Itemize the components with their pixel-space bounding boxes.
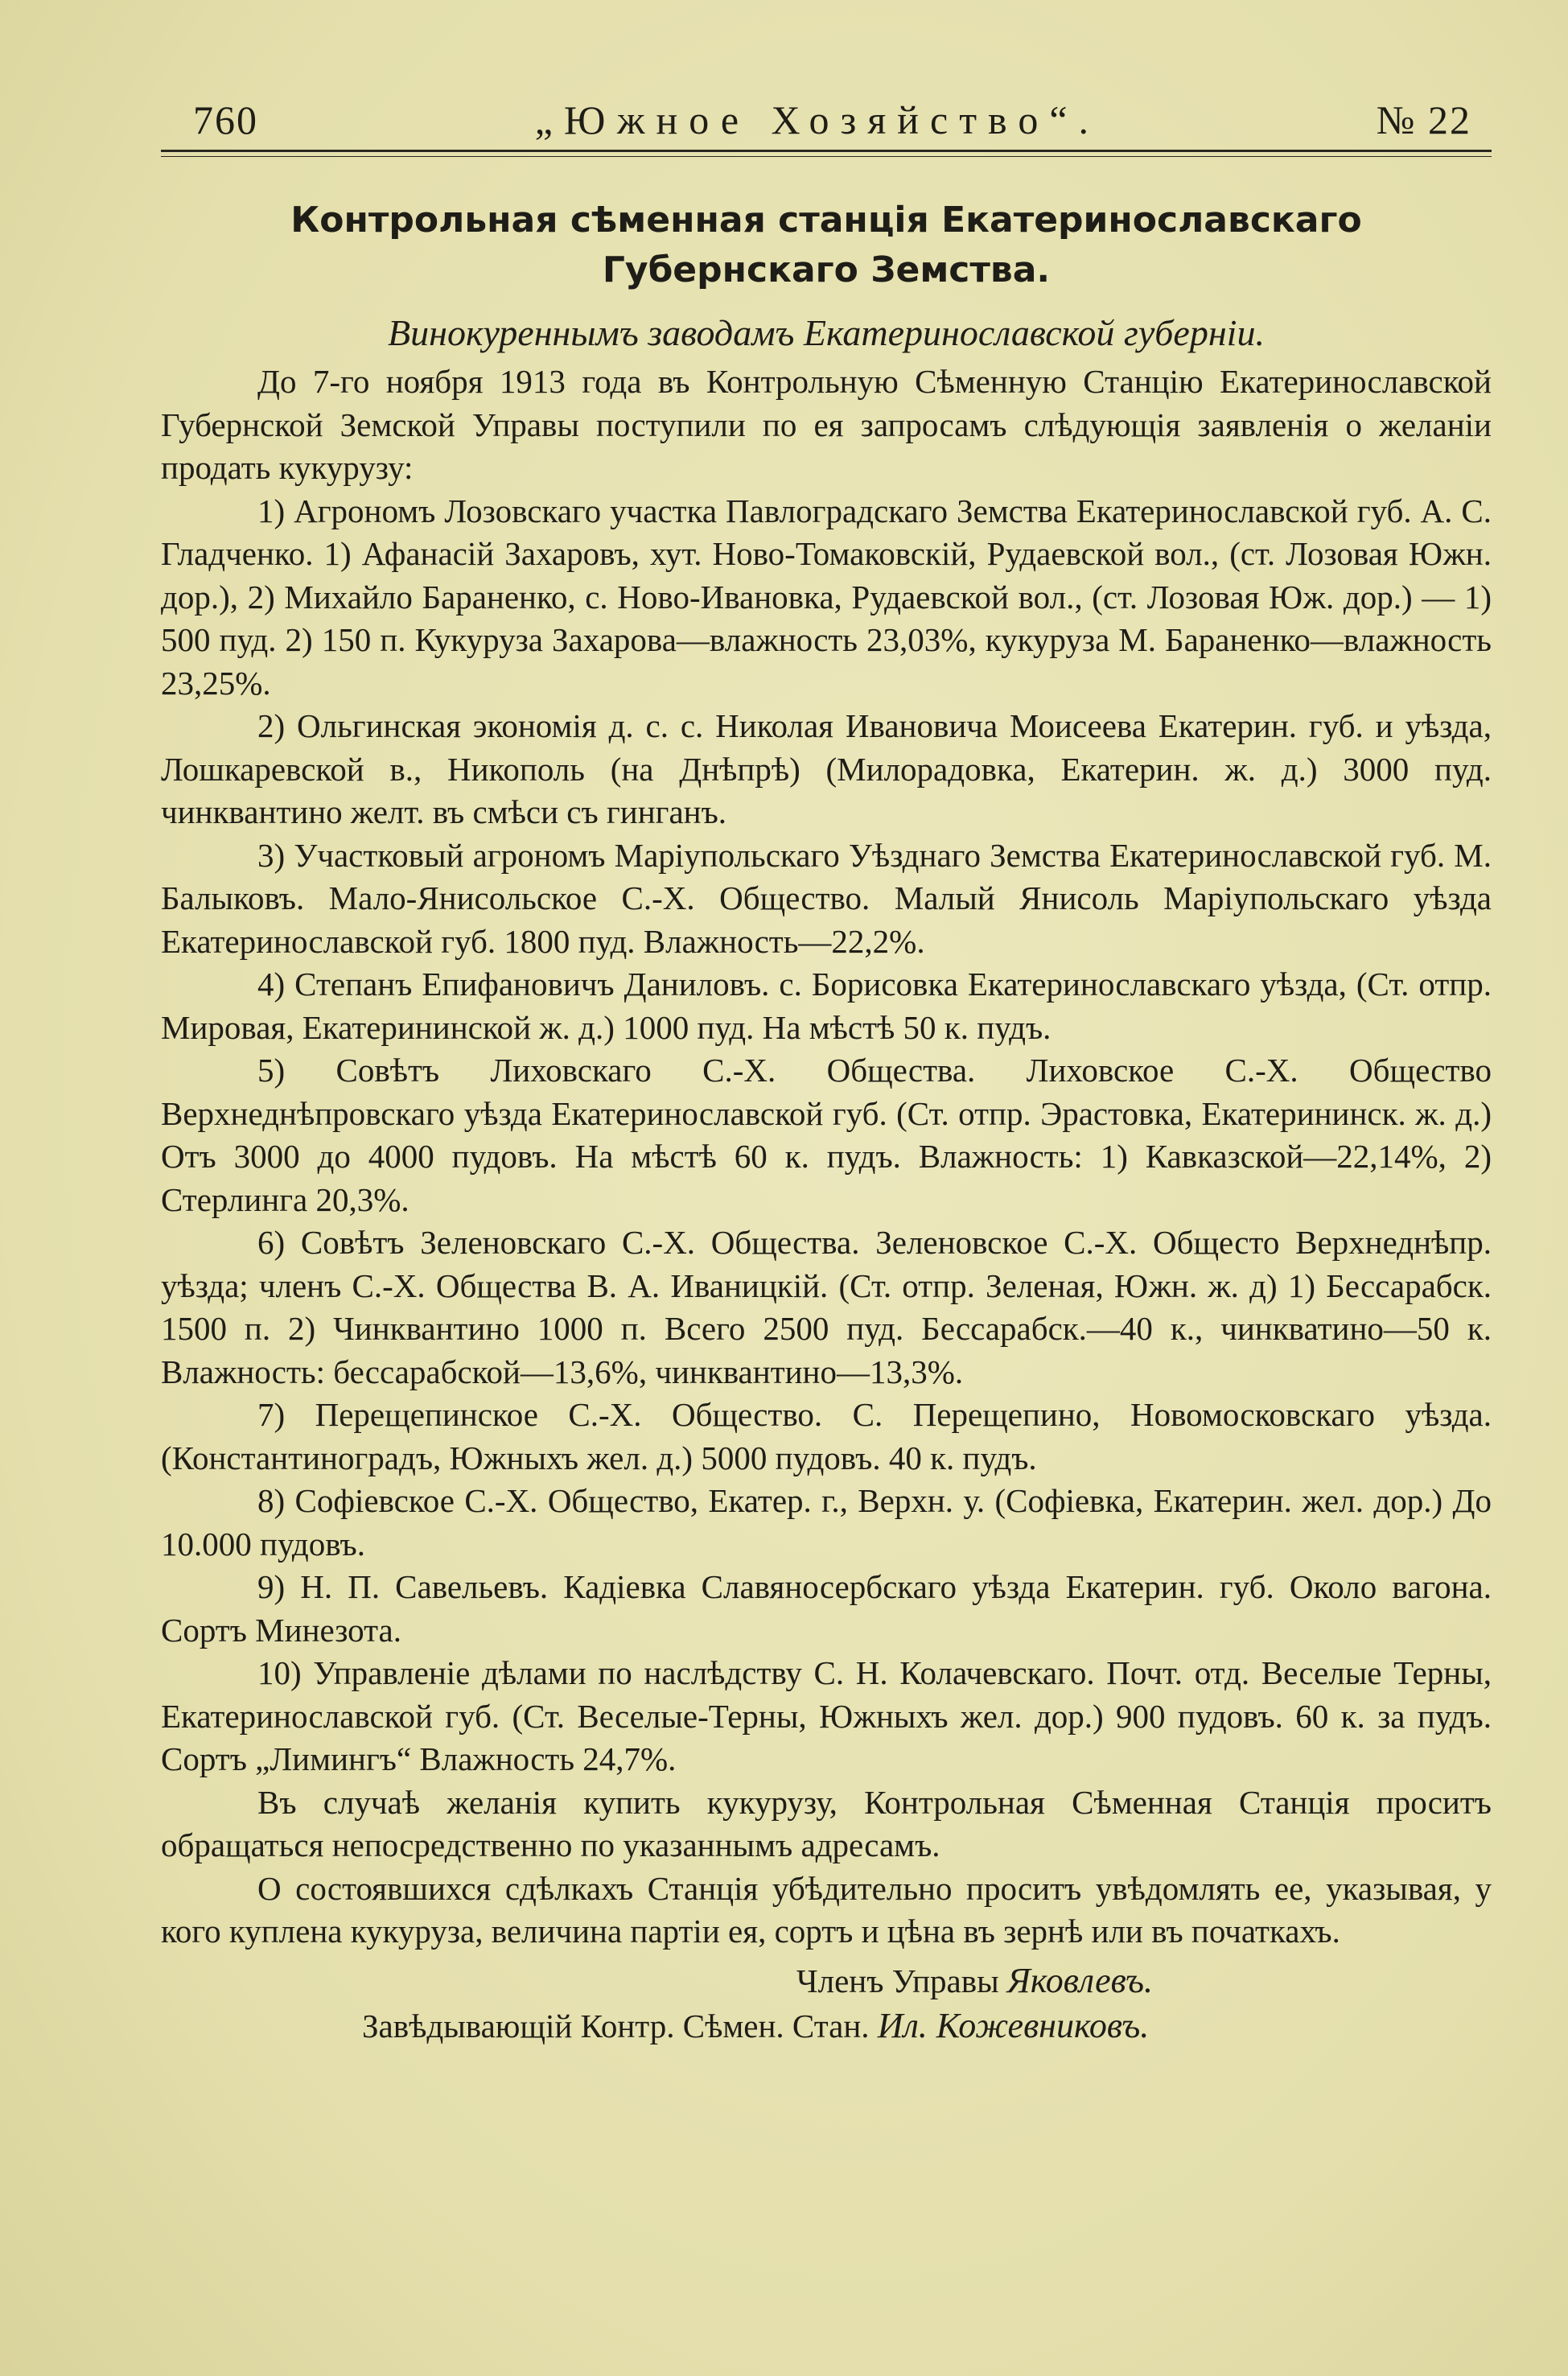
paragraph-deals-note: О состоявшихся сдѣлкахъ Станція убѣдительно проситъ увѣдомлять ее, указывая, у кого куплена кукуруза, величина партіи ея, сортъ и цѣна въ зернѣ или въ початкахъ. (161, 1869, 1492, 1950)
journal-title: „Южное Хозяйство“. (534, 97, 1101, 142)
paragraph-item-8: 8) Софіевское С.-Х. Общество, Екатер. г., Верхн. у. (Софіевка, Екатерин. жел. дор.) До 10.000 пудовъ. (161, 1482, 1492, 1563)
issue-number: № 22 (1376, 97, 1471, 142)
paragraph-item-6: 6) Совѣтъ Зеленовскаго С.-Х. Общества. Зеленовское С.-Х. Общесто Верхнеднѣпр. уѣзда; членъ С.-Х. Общества В. А. Иваницкій. (Ст. отпр. Зеленая, Южн. ж. д) 1) Бессарабск. 1500 п. 2) Чинквантино 1000 п. Всего 2500 пуд. Бессарабск.—40 к., чинкватино—50 к. Влажность: бессарабской—13,6%, чинквантино—13,3%. (161, 1224, 1492, 1390)
signature-name: Ил. Кожевниковъ. (877, 2005, 1150, 2045)
paragraph-item-4: 4) Степанъ Епифановичъ Даниловъ. с. Борисовка Екатеринославскаго уѣзда, (Ст. отпр. Мировая, Екатерининской ж. д.) 1000 пуд. На мѣстѣ 50 к. пудъ. (161, 966, 1492, 1046)
article-subtitle: Винокуреннымъ заводамъ Екатеринославской губерніи. (388, 312, 1265, 353)
paragraph-intro: До 7-го ноября 1913 года въ Контрольную Сѣменную Станцію Екатеринославской Губернской Земской Управы поступили по ея запросамъ слѣдующія заявленія о желаніи продать кукурузу: (161, 363, 1492, 486)
header-rule-thin (161, 156, 1492, 157)
paragraph-item-7: 7) Перещепинское С.-Х. Общество. С. Перещепино, Новомосковскаго уѣзда. (Константиноградъ, Южныхъ жел. д.) 5000 пудовъ. 40 к. пудъ. (161, 1396, 1492, 1476)
paragraph-item-1: 1) Агрономъ Лозовскаго участка Павлоградскаго Земства Екатеринославской губ. А. С. Гладченко. 1) Афанасій Захаровъ, хут. Ново-Томаковскій, Рудаевской вол., (ст. Лозовая Южн. дор.), 2) Михайло Бараненко, с. Ново-Ивановка, Рудаевской вол., (ст. Лозовая Юж. дор.) — 1) 500 пуд. 2) 150 п. Кукуруза Захарова—влажность 23,03%, кукуруза М. Бараненко—влажность 23,25%. (161, 492, 1492, 702)
signature-block (161, 1958, 1492, 2049)
signature-role: Завѣдывающій Контр. Сѣмен. Стан. (362, 2007, 870, 2045)
paragraph-item-10: 10) Управленіе дѣлами по наслѣдству С. Н. Колачевскаго. Почт. отд. Веселые Терны, Екатеринославской губ. (Ст. Веселые-Терны, Южныхъ жел. дор.) 900 пудовъ. 60 к. за пудъ. Сортъ „Лимингъ“ Влажность 24,7%. (161, 1654, 1492, 1777)
header-rule (161, 150, 1492, 152)
article-title: Контрольная сѣменная станція Екатеринославскаго Губернскаго Земства. (290, 200, 1362, 290)
article-body (161, 360, 1492, 1954)
signature-name: Яковлевъ. (1006, 1960, 1154, 2000)
paragraph-item-2: 2) Ольгинская экономія д. с. с. Николая Ивановича Моисеева Екатерин. губ. и уѣзда, Лошкаревской в., Никополь (на Днѣпрѣ) (Милорадовка, Екатерин. ж. д.) 3000 пуд. чинквантино желт. въ смѣси съ гинганъ. (161, 707, 1492, 830)
paragraph-item-9: 9) Н. П. Савельевъ. Кадіевка Славяносербскаго уѣзда Екатерин. губ. Около вагона. Сортъ Минезота. (161, 1568, 1492, 1649)
paragraph-purchase-note: Въ случаѣ желанія купить кукурузу, Контрольная Сѣменная Станція проситъ обращаться непосредственно по указаннымъ адресамъ. (161, 1783, 1492, 1863)
paragraph-item-3: 3) Участковый агрономъ Маріупольскаго Уѣзднаго Земства Екатеринославской губ. М. Балыковъ. Мало-Янисольское С.-Х. Общество. Малый Янисоль Маріупольскаго уѣзда Екатеринославской губ. 1800 пуд. Влажность—22,2%. (161, 836, 1492, 960)
signature-role: Членъ Управы (796, 1962, 999, 1999)
signature-station-head (161, 2003, 1492, 2049)
signature-board-member (161, 1958, 1492, 2003)
page-number: 760 (193, 97, 258, 142)
paragraph-item-5: 5) Совѣтъ Лиховскаго С.-Х. Общества. Лиховское С.-Х. Общество Верхнеднѣпровскаго уѣзда Екатеринославской губ. (Ст. отпр. Эрастовка, Екатерининск. ж. д.) Отъ 3000 до 4000 пудовъ. На мѣстѣ 60 к. пудъ. Влажность: 1) Кавказской—22,14%, 2) Стерлинга 20,3%. (161, 1052, 1492, 1218)
running-header (161, 97, 1492, 148)
